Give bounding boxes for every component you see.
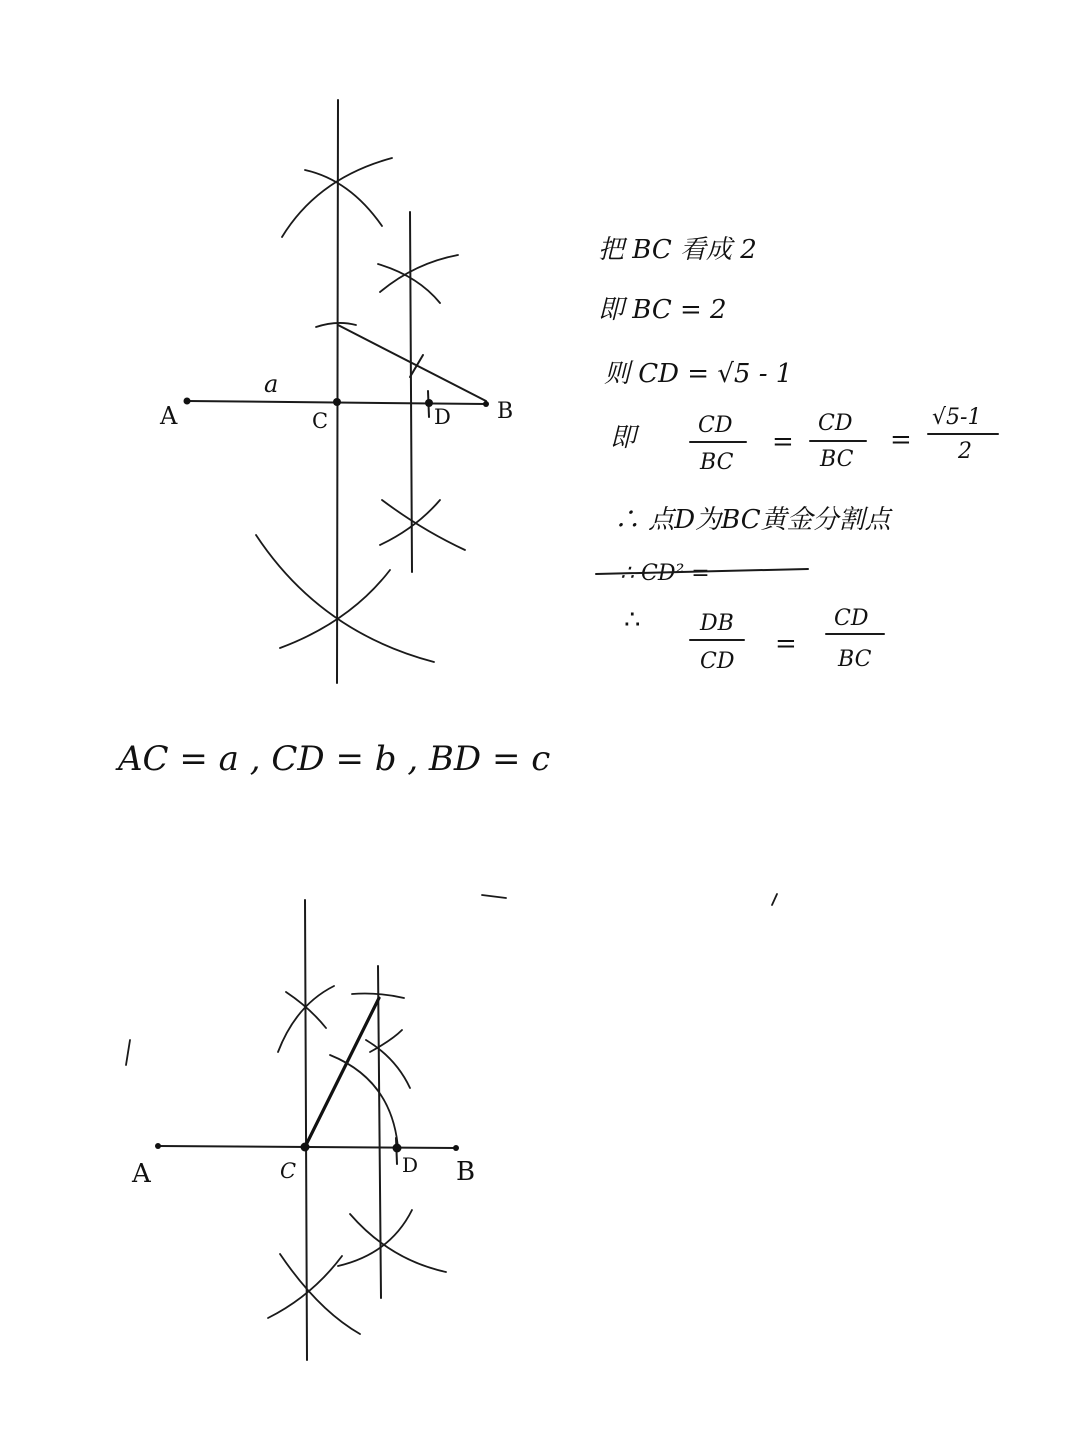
perpendicular-c-2 (305, 900, 307, 1360)
tick-mark-hypotenuse (410, 355, 423, 377)
note-line-4-prefix: 即 (610, 423, 637, 453)
stray-marks (126, 894, 777, 1065)
label-b-2: B (456, 1157, 476, 1187)
fraction-root5-minus-1-over-2 (928, 405, 998, 464)
construction-figure-top (159, 100, 513, 683)
svg-text:BC: BC (838, 647, 872, 672)
arc-upper-d-2 (380, 255, 458, 292)
struck-out-line (596, 561, 808, 586)
note-line-6-struck: ∴ CD² = (620, 561, 710, 586)
arc-mark-top (316, 323, 356, 327)
dot-a (184, 398, 191, 405)
dot-d-2 (393, 1144, 402, 1153)
fraction-cd-bc-2 (810, 411, 866, 472)
note-line-3: 则 CD = √5 - 1 (604, 359, 793, 389)
dot-d (425, 399, 433, 407)
dot-b-2 (453, 1145, 459, 1151)
equals-2: = (890, 425, 912, 455)
arc-f2-lower-1 (350, 1214, 446, 1272)
label-d-2: D (402, 1153, 419, 1177)
dot-c (333, 398, 341, 406)
derivation-notes (596, 235, 998, 674)
dot-c-2 (301, 1143, 310, 1152)
arc-lower-d-2 (380, 500, 440, 545)
fraction-db-cd (690, 611, 744, 674)
construction-figure-bottom (131, 900, 475, 1360)
equals-3: = (775, 629, 797, 659)
svg-text:2: 2 (958, 439, 972, 464)
svg-text:CD: CD (698, 413, 733, 438)
svg-text:CD: CD (834, 606, 869, 631)
svg-text:√5-1: √5-1 (932, 405, 982, 430)
fraction-cd-bc-3 (826, 606, 884, 672)
note-line-2: 即 BC = 2 (598, 295, 727, 325)
arc-lower-d-1 (382, 500, 465, 550)
svg-text:DB: DB (700, 611, 734, 636)
arc-bottom-right (280, 570, 390, 648)
perpendicular-bisector-c (337, 100, 338, 683)
label-c-2: C (280, 1159, 297, 1183)
arc-upper-d-1 (378, 264, 440, 303)
arc-f2-mid-1 (366, 1040, 410, 1088)
note-line-7-prefix: ∴ (624, 605, 641, 635)
svg-text:CD: CD (818, 411, 853, 436)
note-line-5: ∴ 点D为BC黄金分割点 (614, 505, 891, 535)
perpendicular-line-d (410, 212, 412, 572)
label-c: C (312, 409, 329, 433)
dot-a-2 (155, 1143, 161, 1149)
svg-text:BC: BC (700, 450, 734, 475)
label-a: A (160, 402, 178, 430)
dot-b (483, 401, 489, 407)
segment-c-to-top (305, 998, 379, 1147)
fraction-cd-bc-1 (690, 413, 746, 475)
arc-f2-bottom-1 (280, 1254, 360, 1334)
note-line-1: 把 BC 看成 2 (598, 235, 757, 265)
equals-1: = (772, 427, 794, 457)
svg-text:CD: CD (700, 649, 735, 674)
label-a-2: A (132, 1159, 151, 1189)
label-segment-a: a (264, 370, 279, 398)
label-b: B (497, 399, 514, 424)
arc-bottom-left (256, 535, 434, 662)
svg-text:BC: BC (820, 447, 854, 472)
hypotenuse-line (338, 325, 486, 401)
arc-f2-mid-2 (370, 1030, 402, 1052)
label-d: D (434, 405, 451, 429)
arc-f2-radius (330, 1055, 398, 1148)
variable-definitions: AC = a , CD = b , BD = c (118, 739, 551, 779)
